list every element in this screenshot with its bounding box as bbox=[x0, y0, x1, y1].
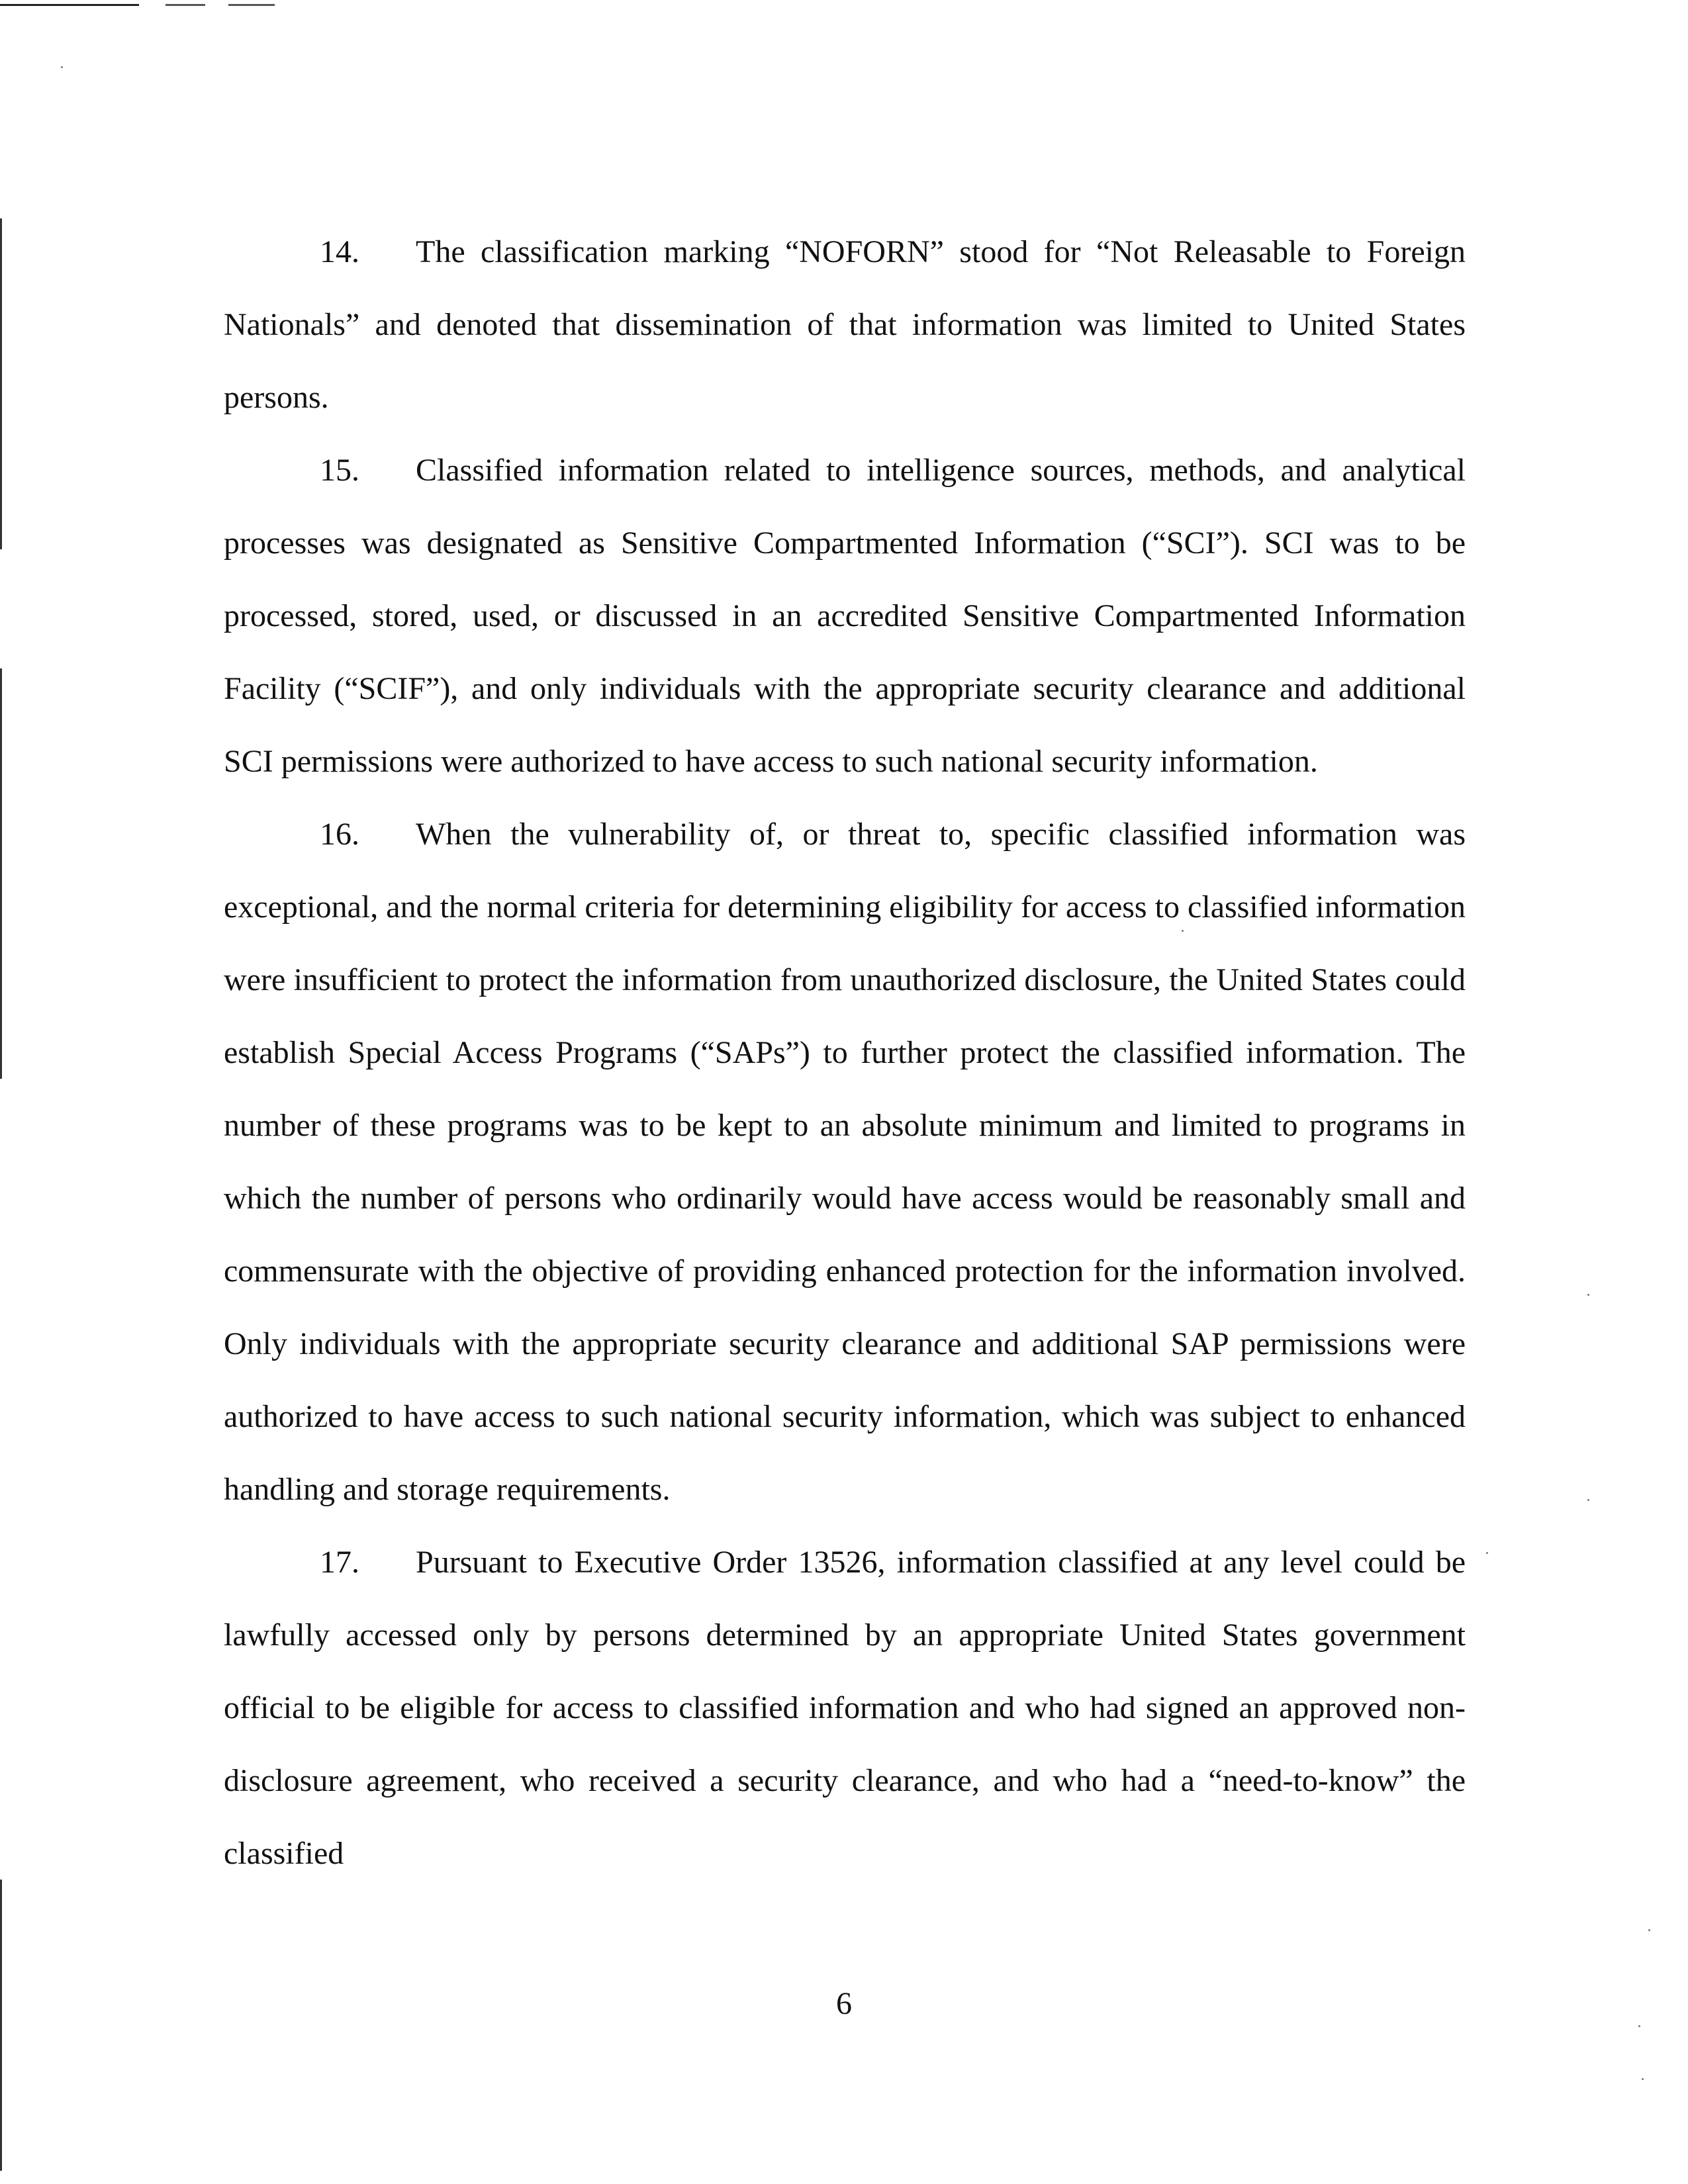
paragraph-text: Classified information related to intelligence sources, methods, and analytical processes was designated as Sensitive Compartmented Information (“SCI”). SCI was to be processed, stored, used, or discussed in an accredited Sensitive Compartmented Information Facility (“SCIF”), and only individuals with the appropriate security clearance and additional SCI permissions were authorized to have access to such national security information. bbox=[224, 453, 1466, 779]
scan-artifact-dash bbox=[228, 4, 275, 6]
paragraph-text: When the vulnerability of, or threat to, specific classified information was exceptional, and the normal criteria for determining eligibility for access to classified information were insufficient to protect the information from unauthorized disclosure, the United States could establish Special Access Programs (“SAPs”) to further protect the classified information. The number of these programs was to be kept to an absolute minimum and limited to programs in which the number of persons who ordinarily would have access would be reasonably small and commensurate with the objective of providing enhanced protection for the information involved. Only individuals with the appropriate security clearance and additional SAP permissions were authorized to have access to such national security information, which was subject to enhanced handling and storage requirements. bbox=[224, 817, 1466, 1507]
paragraph-number: 15. bbox=[320, 453, 359, 488]
document-body bbox=[224, 216, 1466, 1890]
scan-artifact-rule bbox=[0, 4, 139, 6]
scan-speck bbox=[1642, 2078, 1644, 2080]
paragraph-14 bbox=[224, 216, 1466, 434]
scan-speck bbox=[1648, 1929, 1650, 1931]
paragraph-number: 17. bbox=[320, 1545, 359, 1580]
scan-speck bbox=[1638, 2025, 1640, 2027]
paragraph-17 bbox=[224, 1526, 1466, 1890]
page-number: 6 bbox=[836, 1986, 852, 2021]
scan-artifact-edge bbox=[0, 668, 2, 1079]
scan-speck bbox=[1587, 1294, 1589, 1296]
paragraph-16 bbox=[224, 798, 1466, 1526]
scan-artifact-dash bbox=[165, 4, 205, 6]
scan-speck bbox=[1486, 1552, 1488, 1554]
paragraph-15 bbox=[224, 434, 1466, 798]
scan-artifact-edge bbox=[0, 218, 2, 549]
paragraph-text: The classification marking “NOFORN” stood for “Not Releasable to Foreign Nationals” and denoted that dissemination of that information was limited to United States persons. bbox=[224, 234, 1466, 415]
paragraph-number: 14. bbox=[320, 234, 359, 269]
scan-speck bbox=[61, 66, 63, 68]
scan-artifact-edge bbox=[0, 1880, 2, 2171]
paragraph-text: Pursuant to Executive Order 13526, information classified at any level could be lawfully accessed only by persons determined by an appropriate United States government official to be eligible for access to classified information and who had signed an approved non-disclosure agreement, who received a security clearance, and who had a “need-to-know” the classified bbox=[224, 1545, 1466, 1871]
paragraph-number: 16. bbox=[320, 817, 359, 852]
scan-speck bbox=[1587, 1499, 1589, 1501]
